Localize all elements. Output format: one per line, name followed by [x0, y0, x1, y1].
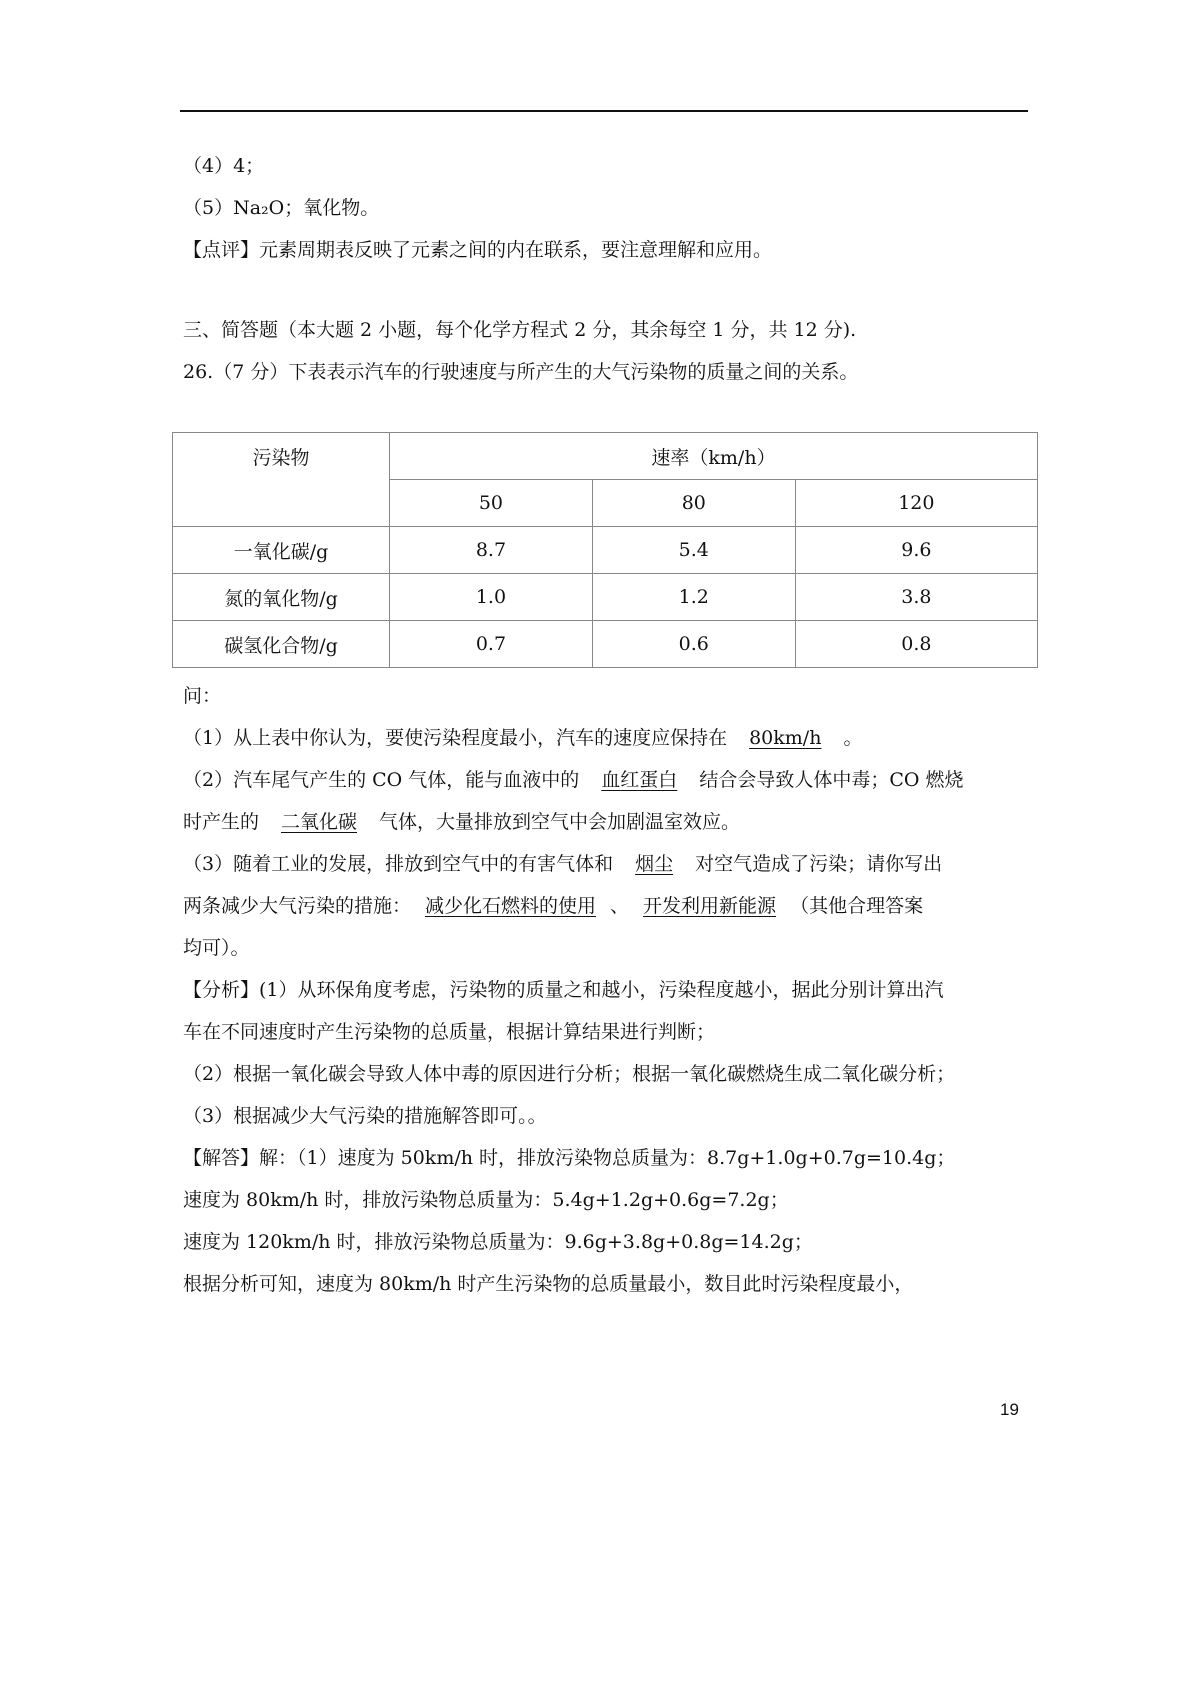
table-cell: 8.7 [390, 527, 593, 574]
table-speed-80: 80 [592, 480, 795, 527]
row-label-co: 一氧化碳/g [173, 527, 390, 574]
q3-text-1: （3）随着工业的发展，排放到空气中的有害气体和 [183, 853, 614, 875]
table-cell: 5.4 [592, 527, 795, 574]
table-cell: 1.2 [592, 574, 795, 621]
q3-text-4: （其他合理答案 [790, 895, 924, 917]
table-cell: 1.0 [390, 574, 593, 621]
analysis-line: （2）根据一氧化碳会导致人体中毒的原因进行分析；根据一氧化碳燃烧生成二氧化碳分析； [183, 1063, 956, 1085]
question-3-line-1 [183, 848, 1028, 880]
q1-end: 。 [843, 727, 863, 749]
solution-line: 速度为 80km/h 时，排放污染物总质量为：5.4g+1.2g+0.6g=7.2g； [183, 1189, 789, 1211]
q2-text-1: （2）汽车尾气产生的 CO 气体，能与血液中的 [183, 769, 580, 791]
answer-line-4: （4）4； [183, 155, 265, 177]
analysis-line: 车在不同速度时产生污染物的总质量，根据计算结果进行判断； [183, 1021, 716, 1043]
solution-line: 根据分析可知，速度为 80km/h 时产生污染物的总质量最小，数目此时污染程度最小， [183, 1273, 914, 1295]
q3-answer-3: 开发利用新能源 [643, 895, 777, 917]
row-label-nox: 氮的氧化物/g [173, 574, 390, 621]
table-cell: 3.8 [795, 574, 1037, 621]
table-cell: 0.6 [592, 621, 795, 668]
q2-answer-1: 血红蛋白 [601, 769, 678, 791]
table-header-rate: 速率（km/h） [390, 433, 1038, 480]
header-rule [180, 110, 1028, 112]
top-text [183, 150, 1028, 388]
page-number: 19 [1000, 1400, 1019, 1419]
ask-label: 问： [183, 685, 222, 707]
question-2-line-2 [183, 806, 1028, 838]
q2-text-2: 结合会导致人体中毒；CO 燃烧 [699, 769, 964, 791]
section-title: 三、简答题（本大题 2 小题，每个化学方程式 2 分，其余每空 1 分，共 12 分). [183, 319, 857, 341]
pollution-table [172, 432, 1038, 668]
question-3-line-3: 均可）。 [183, 937, 250, 959]
table-row [173, 527, 1038, 574]
question-1 [183, 722, 1028, 754]
q3-text-3: 两条减少大气污染的措施： [183, 895, 412, 917]
table-cell: 0.8 [795, 621, 1037, 668]
table-row [173, 574, 1038, 621]
q3-text-2: 对空气造成了污染；请你写出 [695, 853, 943, 875]
table-cell: 9.6 [795, 527, 1037, 574]
q2-text-3: 时产生的 [183, 811, 260, 833]
table-speed-50: 50 [390, 480, 593, 527]
q3-separator: 、 [610, 895, 630, 917]
answer-line-5: （5）Na₂O；氧化物。 [183, 197, 380, 219]
question-intro: 26.（7 分）下表表示汽车的行驶速度与所产生的大气污染物的质量之间的关系。 [183, 361, 859, 383]
analysis-line: 【分析】(1）从环保角度考虑，污染物的质量之和越小，污染程度越小，据此分别计算出汽 [183, 979, 944, 1001]
q2-answer-2: 二氧化碳 [281, 811, 358, 833]
analysis-line: （3）根据减少大气污染的措施解答即可。。 [183, 1105, 547, 1127]
question-2-line-1 [183, 764, 1028, 796]
q3-answer-1: 烟尘 [635, 853, 674, 875]
q2-text-4: 气体，大量排放到空气中会加剧温室效应。 [379, 811, 741, 833]
comment-line: 【点评】元素周期表反映了元素之间的内在联系，要注意理解和应用。 [183, 239, 773, 261]
solution-line: 速度为 120km/h 时，排放污染物总质量为：9.6g+3.8g+0.8g=14.2g； [183, 1231, 813, 1253]
table-speed-120: 120 [795, 480, 1037, 527]
questions-block [183, 680, 1028, 1310]
table-cell: 0.7 [390, 621, 593, 668]
row-label-hc: 碳氢化合物/g [173, 621, 390, 668]
table-row [173, 621, 1038, 668]
question-3-line-2 [183, 890, 1028, 922]
table-header-pollutant: 污染物 [173, 433, 390, 527]
q3-answer-2: 减少化石燃料的使用 [425, 895, 597, 917]
q1-answer: 80km/h [749, 727, 822, 749]
q1-text: （1）从上表中你认为，要使污染程度最小，汽车的速度应保持在 [183, 727, 728, 749]
solution-line: 【解答】解：（1）速度为 50km/h 时，排放污染物总质量为：8.7g+1.0g+0.7g=10.4g； [183, 1147, 956, 1169]
